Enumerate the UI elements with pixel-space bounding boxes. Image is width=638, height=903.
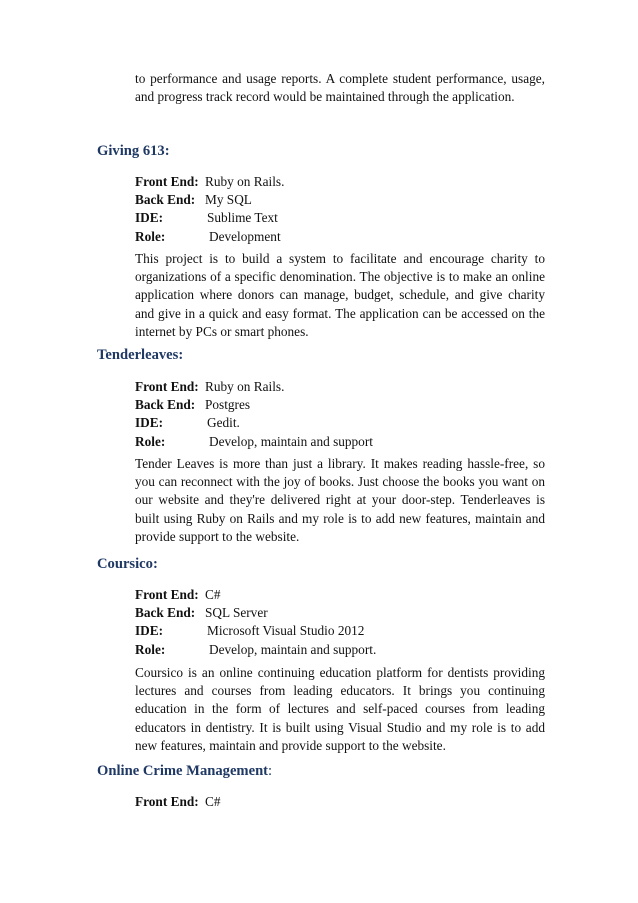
spec-row-front-end [135,173,545,191]
spec-row-back-end [135,396,545,414]
project-title-colon: : [268,763,273,779]
project-description-tenderleaves: Tender Leaves is more than just a library. It makes reading hassle-free, so you can reconnect with the joy of books. Just choose the books you want on our website and they're delivered right at your door-step. Tenderleaves is built using Ruby on Rails and my role is to add new features, maintain and provide support to the website. [135,456,545,544]
spec-row-role [135,641,545,659]
project-heading-giving-613 [97,142,170,160]
spec-label: Back End: [135,397,196,413]
project-title: Coursico [97,556,153,572]
project-specs-coursico [135,586,545,659]
spec-row-ide [135,209,545,227]
project-title-colon: : [178,347,184,363]
project-title: Tenderleaves [97,347,179,363]
spec-value: SQL Server [205,605,268,621]
spec-row-ide [135,622,545,640]
spec-row-back-end [135,191,545,209]
project-description-coursico: Coursico is an online continuing education platform for dentists providing lectures and courses from leading educators. It brings you continuing education in the form of lectures and self-paced courses from leading educators in dentistry. It is built using Visual Studio and my role is to add new features, maintain and provide support to the website. [135,665,545,753]
project-title: Online Crime Management [97,763,269,779]
spec-label: IDE: [135,623,164,639]
spec-value: Postgres [205,397,251,413]
project-heading-coursico [97,555,158,573]
spec-value: Ruby on Rails. [205,174,285,189]
spec-row-front-end [135,378,545,396]
spec-label: IDE: [135,415,164,431]
spec-value: Sublime Text [207,210,278,226]
spec-label: Role: [135,433,166,449]
project-specs-giving-613 [135,173,545,246]
spec-row-role [135,433,545,451]
spec-label: Back End: [135,605,196,621]
spec-value: Develop, maintain and support [209,433,373,449]
project-title: Giving 613 [97,143,165,159]
spec-value: C# [205,587,221,602]
spec-label: Front End: [135,794,199,809]
project-heading-online-crime-management [97,762,272,780]
project-heading-tenderleaves [97,346,183,364]
spec-label: Front End: [135,379,199,394]
spec-value: Development [209,228,281,244]
spec-label: Role: [135,228,166,244]
project-description-giving-613: This project is to build a system to facilitate and encourage charity to organizations of a specific denomination. The objective is to make an online application where donors can manage, budget, schedule, and give charity and give in a quick and easy format. The application can be accessed on the internet by PCs or smart phones. [135,251,545,339]
spec-row-front-end [135,793,545,811]
project-title-colon: : [164,143,170,159]
project-specs-online-crime-management [135,793,545,811]
spec-row-ide [135,414,545,432]
spec-label: Front End: [135,174,199,189]
project-title-colon: : [152,556,158,572]
spec-value: Microsoft Visual Studio 2012 [207,623,365,639]
spec-row-back-end [135,604,545,622]
spec-value: C# [205,794,221,809]
project-specs-tenderleaves [135,378,545,451]
spec-label: Back End: [135,192,196,208]
spec-value: Gedit. [207,415,240,431]
spec-value: Develop, maintain and support. [209,641,377,657]
intro-paragraph: to performance and usage reports. A complete student performance, usage, and progress track record would be maintained through the application. [135,71,545,105]
spec-row-front-end [135,586,545,604]
spec-row-role [135,228,545,246]
spec-value: Ruby on Rails. [205,379,285,394]
spec-value: My SQL [205,192,252,208]
spec-label: Front End: [135,587,199,602]
spec-label: Role: [135,641,166,657]
spec-label: IDE: [135,210,164,226]
